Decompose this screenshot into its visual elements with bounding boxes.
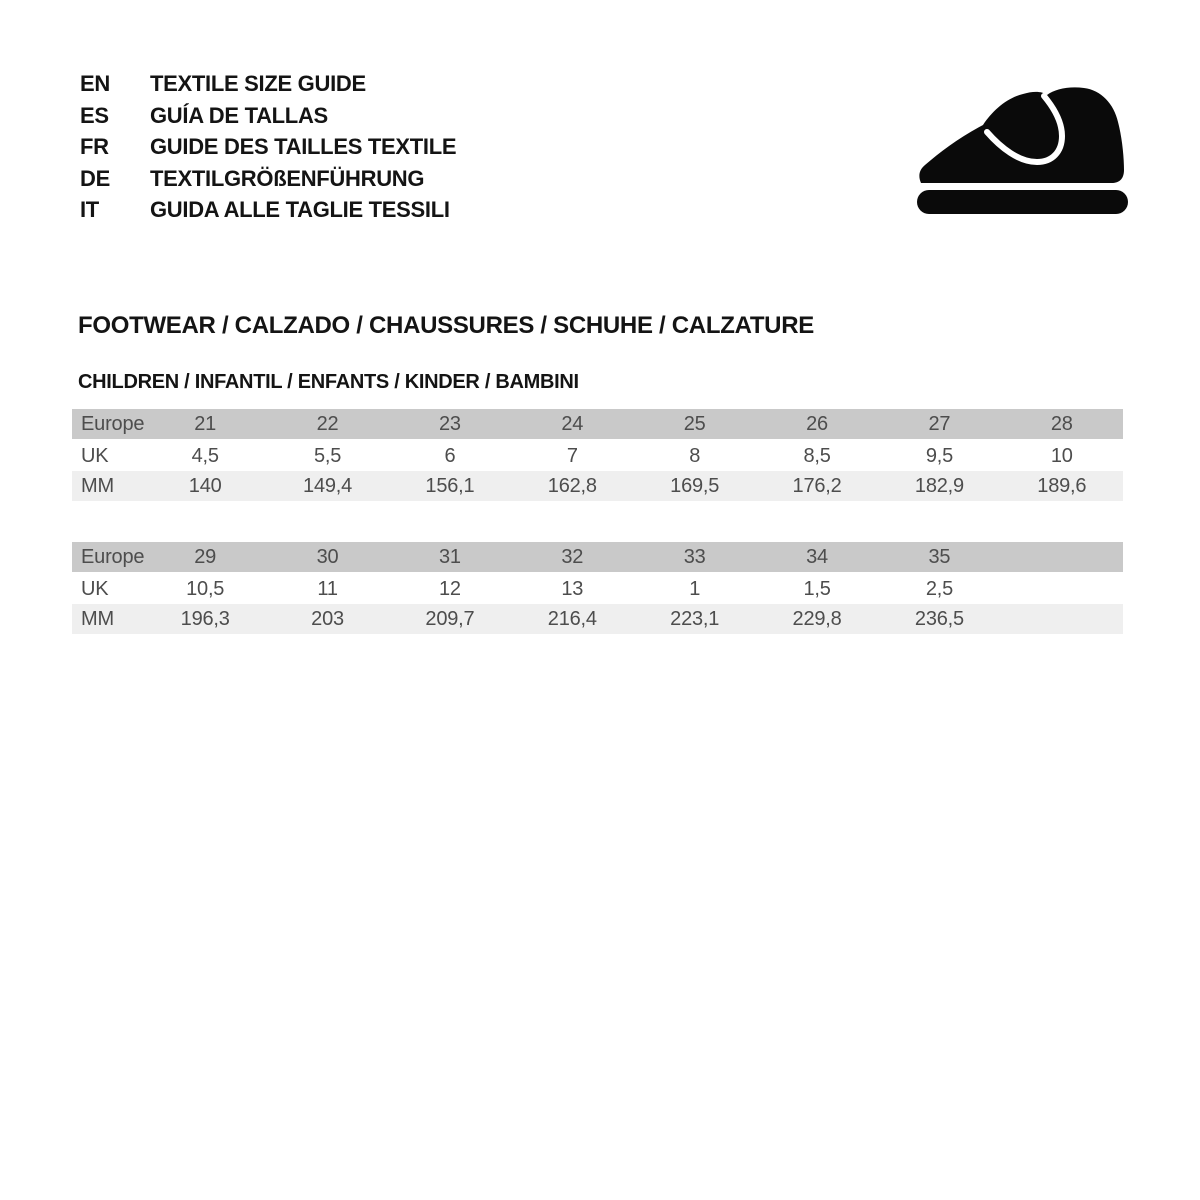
lang-row-en xyxy=(80,68,456,100)
size-cell: 216,4 xyxy=(511,604,633,634)
size-cell: 223,1 xyxy=(634,604,756,634)
lang-code: ES xyxy=(80,102,109,128)
size-cell: 229,8 xyxy=(756,604,878,634)
table-row-europe xyxy=(72,409,1123,440)
size-cell: 35 xyxy=(878,542,1000,573)
row-label: Europe xyxy=(72,409,144,440)
size-cell: 162,8 xyxy=(511,471,633,501)
size-cell: 236,5 xyxy=(878,604,1000,634)
size-cell: 34 xyxy=(756,542,878,573)
size-cell: 11 xyxy=(266,573,388,604)
size-cell: 31 xyxy=(389,542,511,573)
size-cell: 32 xyxy=(511,542,633,573)
size-cell: 27 xyxy=(878,409,1000,440)
size-cell: 33 xyxy=(634,542,756,573)
size-cell: 196,3 xyxy=(144,604,266,634)
table-row-europe xyxy=(72,542,1123,573)
size-cell: 23 xyxy=(389,409,511,440)
row-label: UK xyxy=(72,573,144,604)
size-cell: 7 xyxy=(511,440,633,471)
table-row-uk xyxy=(72,440,1123,471)
size-cell: 209,7 xyxy=(389,604,511,634)
row-label: MM xyxy=(72,471,144,501)
lang-row-it xyxy=(80,194,456,226)
lang-code: FR xyxy=(80,134,109,160)
section-subtitle: CHILDREN / INFANTIL / ENFANTS / KINDER / BAMBINI xyxy=(78,371,579,393)
table-row-mm xyxy=(72,604,1123,634)
size-table-children-2 xyxy=(72,542,1123,634)
children-shoe-icon xyxy=(905,82,1140,215)
language-title-block xyxy=(80,68,456,226)
size-cell: 13 xyxy=(511,573,633,604)
size-cell: 182,9 xyxy=(878,471,1000,501)
size-cell xyxy=(1001,573,1123,604)
table-row-uk xyxy=(72,573,1123,604)
size-cell: 1 xyxy=(634,573,756,604)
size-cell: 22 xyxy=(266,409,388,440)
size-cell: 1,5 xyxy=(756,573,878,604)
size-cell: 176,2 xyxy=(756,471,878,501)
lang-title: GUÍA DE TALLAS xyxy=(150,102,328,128)
size-table-children-1 xyxy=(72,409,1123,501)
size-cell: 30 xyxy=(266,542,388,573)
table-row-mm xyxy=(72,471,1123,501)
lang-row-es xyxy=(80,100,456,132)
lang-title: TEXTILGRÖßENFÜHRUNG xyxy=(150,165,425,191)
size-cell: 169,5 xyxy=(634,471,756,501)
size-cell xyxy=(1001,542,1123,573)
size-cell: 2,5 xyxy=(878,573,1000,604)
size-cell: 28 xyxy=(1001,409,1123,440)
size-cell xyxy=(1001,604,1123,634)
row-label: Europe xyxy=(72,542,144,573)
row-label: MM xyxy=(72,604,144,634)
size-cell: 156,1 xyxy=(389,471,511,501)
lang-row-fr xyxy=(80,131,456,163)
size-cell: 25 xyxy=(634,409,756,440)
lang-title: GUIDE DES TAILLES TEXTILE xyxy=(150,134,457,160)
size-cell: 9,5 xyxy=(878,440,1000,471)
size-cell: 8 xyxy=(634,440,756,471)
size-cell: 140 xyxy=(144,471,266,501)
size-cell: 29 xyxy=(144,542,266,573)
size-cell: 24 xyxy=(511,409,633,440)
lang-title: GUIDA ALLE TAGLIE TESSILI xyxy=(150,197,450,223)
lang-title: TEXTILE SIZE GUIDE xyxy=(150,71,366,96)
size-cell: 203 xyxy=(266,604,388,634)
size-cell: 10,5 xyxy=(144,573,266,604)
size-cell: 4,5 xyxy=(144,440,266,471)
size-cell: 149,4 xyxy=(266,471,388,501)
size-cell: 5,5 xyxy=(266,440,388,471)
row-label: UK xyxy=(72,440,144,471)
lang-code: EN xyxy=(80,71,110,96)
lang-code: DE xyxy=(80,165,110,191)
size-cell: 8,5 xyxy=(756,440,878,471)
size-cell: 12 xyxy=(389,573,511,604)
size-cell: 6 xyxy=(389,440,511,471)
size-cell: 21 xyxy=(144,409,266,440)
lang-code: IT xyxy=(80,197,99,223)
section-title: FOOTWEAR / CALZADO / CHAUSSURES / SCHUHE / CALZATURE xyxy=(78,312,814,339)
size-cell: 10 xyxy=(1001,440,1123,471)
size-cell: 26 xyxy=(756,409,878,440)
size-cell: 189,6 xyxy=(1001,471,1123,501)
lang-row-de xyxy=(80,163,456,195)
